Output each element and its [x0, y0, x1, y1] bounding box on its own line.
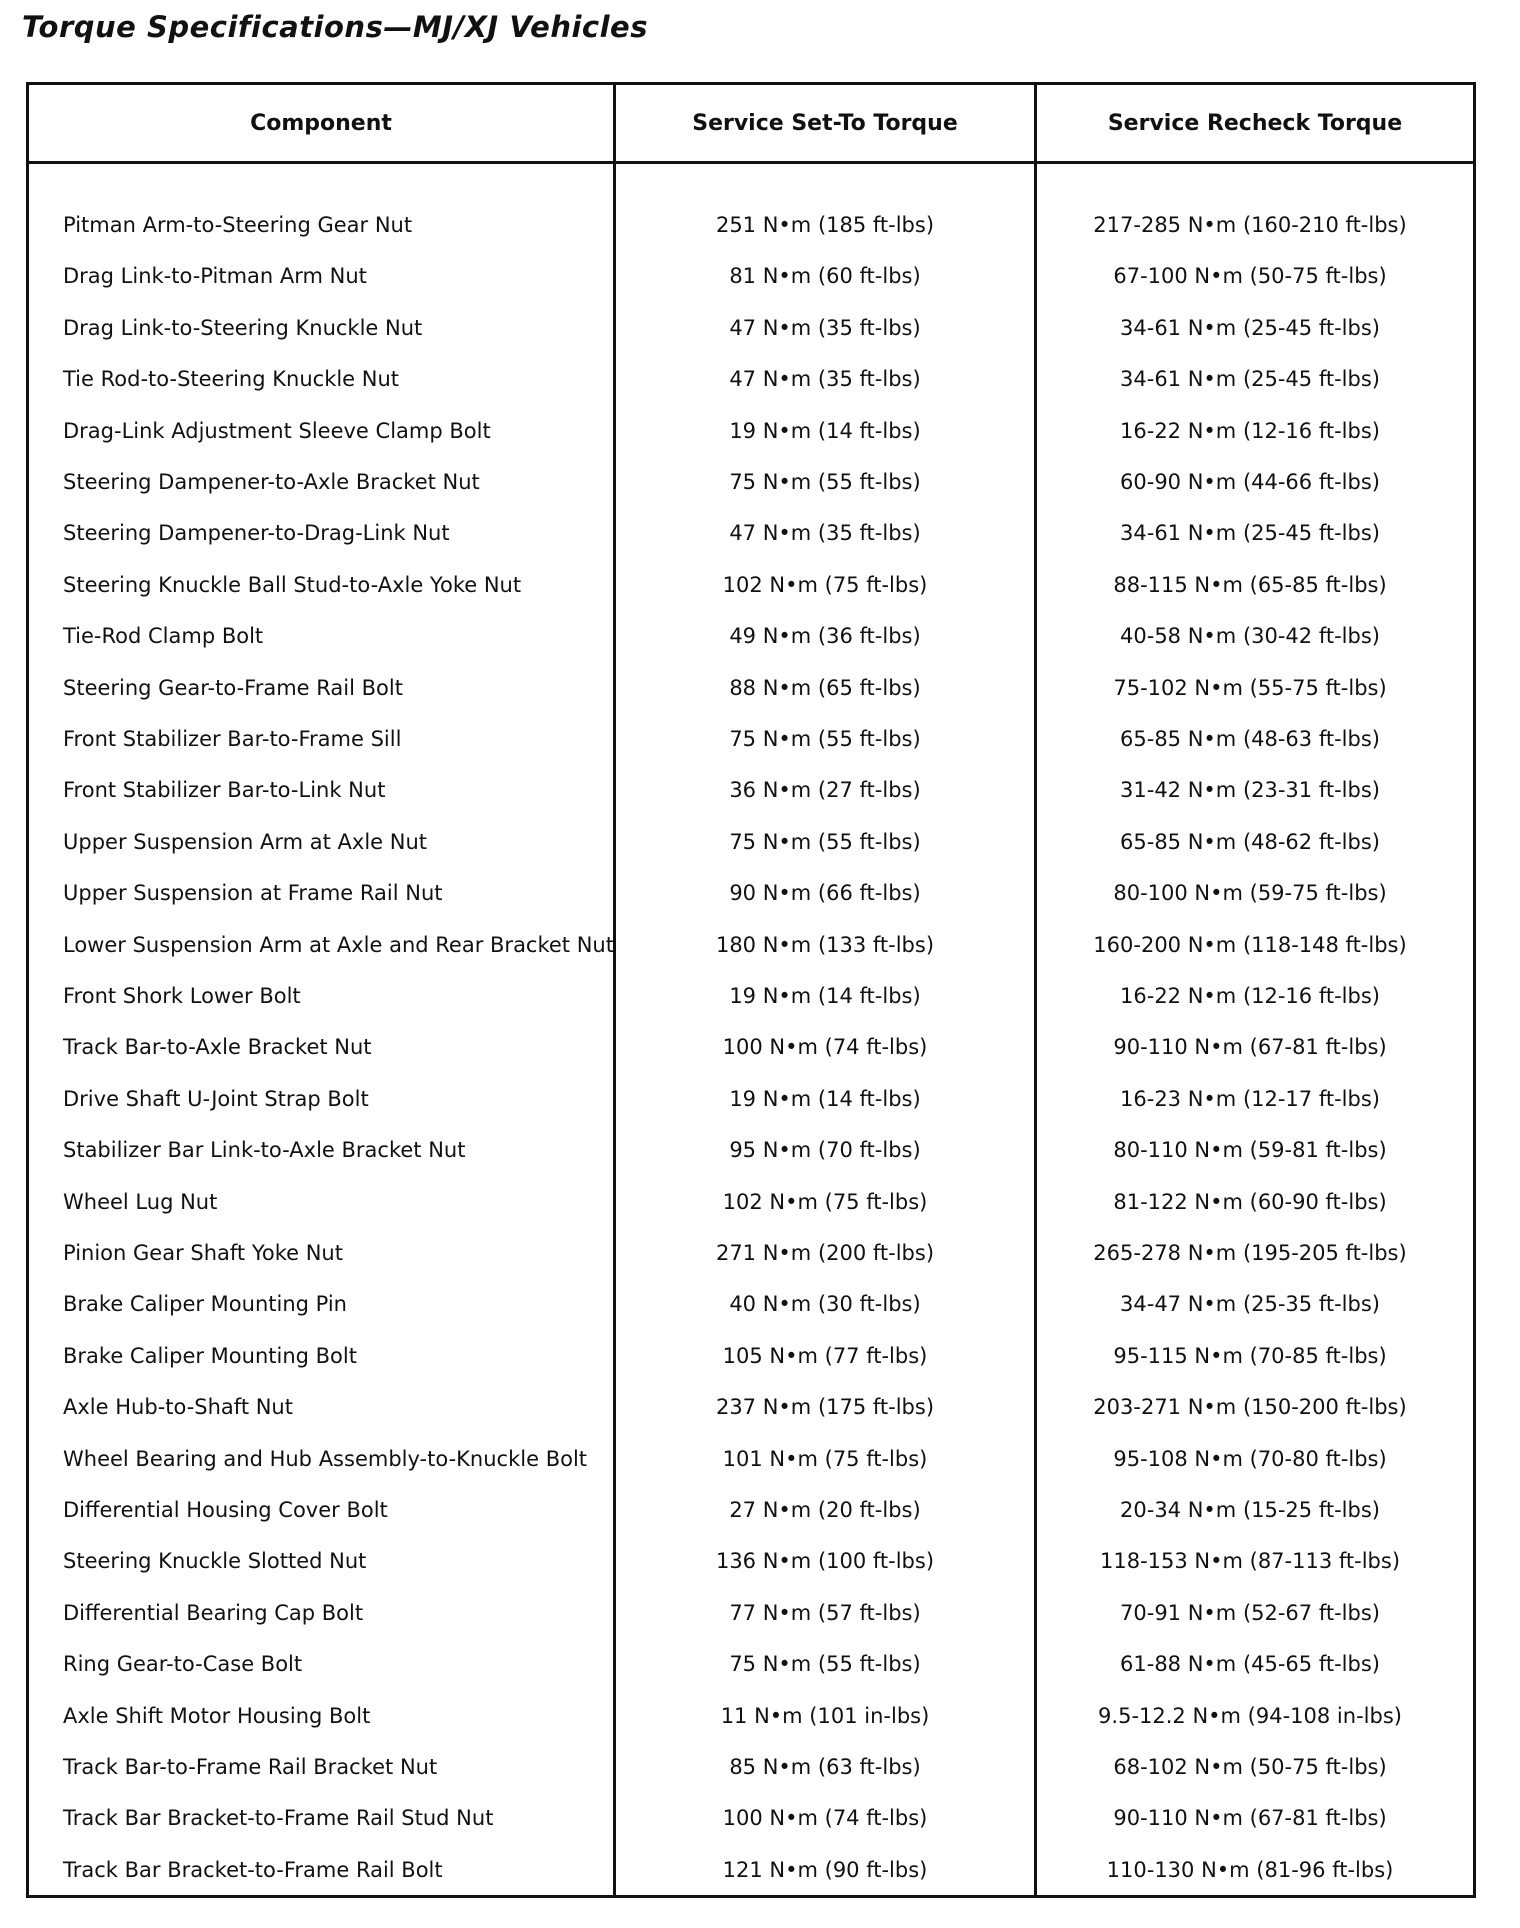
- recheck-torque-cell: 34-61 N•m (25-45 ft-lbs): [1120, 367, 1380, 392]
- set-to-torque-cell: 40 N•m (30 ft-lbs): [729, 1292, 921, 1317]
- table-row: [29, 873, 1473, 913]
- table-row: [29, 770, 1473, 810]
- set-to-torque-cell: 47 N•m (35 ft-lbs): [729, 315, 921, 340]
- table-row: [29, 616, 1473, 656]
- recheck-torque-cell: 67-100 N•m (50-75 ft-lbs): [1113, 264, 1387, 289]
- component-cell: Steering Knuckle Ball Stud-to-Axle Yoke Nut: [63, 572, 522, 597]
- component-cell: Steering Dampener-to-Drag-Link Nut: [63, 521, 450, 546]
- recheck-torque-cell: 265-278 N•m (195-205 ft-lbs): [1093, 1241, 1407, 1265]
- recheck-torque-cell: 61-88 N•m (45-65 ft-lbs): [1120, 1652, 1380, 1677]
- table-row: [29, 822, 1473, 862]
- recheck-torque-cell: 40-58 N•m (30-42 ft-lbs): [1120, 624, 1380, 649]
- component-cell: Differential Bearing Cap Bolt: [63, 1600, 364, 1625]
- set-to-torque-cell: 88 N•m (65 ft-lbs): [729, 675, 921, 700]
- table-row: [29, 1336, 1473, 1376]
- component-cell: Pinion Gear Shaft Yoke Nut: [63, 1241, 343, 1265]
- table-row: [29, 1233, 1473, 1273]
- recheck-torque-cell: 20-34 N•m (15-25 ft-lbs): [1120, 1498, 1380, 1522]
- component-cell: Lower Suspension Arm at Axle and Rear Bracket Nut: [63, 932, 614, 957]
- set-to-torque-cell: 105 N•m (77 ft-lbs): [722, 1343, 928, 1368]
- header-rule: [29, 161, 1473, 164]
- component-cell: Axle Hub-to-Shaft Nut: [63, 1395, 293, 1420]
- component-cell: Wheel Lug Nut: [63, 1189, 218, 1214]
- set-to-torque-cell: 102 N•m (75 ft-lbs): [722, 1189, 928, 1214]
- recheck-torque-cell: 16-23 N•m (12-17 ft-lbs): [1120, 1086, 1380, 1111]
- component-cell: Differential Housing Cover Bolt: [63, 1498, 388, 1522]
- table-row: [29, 411, 1473, 451]
- table-row: [29, 1747, 1473, 1787]
- set-to-torque-cell: 271 N•m (200 ft-lbs): [715, 1241, 935, 1265]
- recheck-torque-cell: 217-285 N•m (160-210 ft-lbs): [1093, 213, 1407, 237]
- table-row: [29, 719, 1473, 759]
- component-cell: Drag Link-to-Steering Knuckle Nut: [63, 315, 423, 340]
- set-to-torque-cell: 75 N•m (55 ft-lbs): [729, 829, 921, 854]
- set-to-torque-cell: 36 N•m (27 ft-lbs): [729, 778, 921, 803]
- recheck-torque-cell: 70-91 N•m (52-67 ft-lbs): [1120, 1600, 1380, 1625]
- recheck-torque-cell: 34-61 N•m (25-45 ft-lbs): [1120, 521, 1380, 546]
- header-recheck-torque: Service Recheck Torque: [1107, 110, 1403, 136]
- recheck-torque-cell: 90-110 N•m (67-81 ft-lbs): [1113, 1035, 1387, 1060]
- recheck-torque-cell: 65-85 N•m (48-62 ft-lbs): [1120, 829, 1380, 854]
- table-row: [29, 1644, 1473, 1684]
- component-cell: Ring Gear-to-Case Bolt: [63, 1652, 303, 1677]
- set-to-torque-cell: 237 N•m (175 ft-lbs): [715, 1395, 935, 1420]
- table-row: [29, 1696, 1473, 1736]
- set-to-torque-cell: 27 N•m (20 ft-lbs): [729, 1498, 921, 1522]
- recheck-torque-cell: 203-271 N•m (150-200 ft-lbs): [1093, 1395, 1407, 1420]
- component-cell: Drive Shaft U-Joint Strap Bolt: [63, 1086, 369, 1111]
- table-row: [29, 359, 1473, 399]
- recheck-torque-cell: 110-130 N•m (81-96 ft-lbs): [1106, 1857, 1394, 1882]
- torque-table: [26, 82, 1476, 1898]
- component-cell: Tie Rod-to-Steering Knuckle Nut: [63, 367, 400, 392]
- set-to-torque-cell: 136 N•m (100 ft-lbs): [715, 1549, 935, 1574]
- recheck-torque-cell: 9.5-12.2 N•m (94-108 in-lbs): [1098, 1703, 1402, 1728]
- component-cell: Stabilizer Bar Link-to-Axle Bracket Nut: [63, 1138, 466, 1163]
- component-cell: Track Bar Bracket-to-Frame Rail Stud Nut: [63, 1806, 494, 1831]
- component-cell: Front Stabilizer Bar-to-Link Nut: [63, 778, 386, 803]
- recheck-torque-cell: 81-122 N•m (60-90 ft-lbs): [1113, 1189, 1387, 1214]
- table-row: [29, 565, 1473, 605]
- component-cell: Pitman Arm-to-Steering Gear Nut: [63, 213, 413, 237]
- component-cell: Upper Suspension at Frame Rail Nut: [63, 881, 443, 906]
- set-to-torque-cell: 47 N•m (35 ft-lbs): [729, 521, 921, 546]
- set-to-torque-cell: 121 N•m (90 ft-lbs): [722, 1857, 928, 1882]
- component-cell: Upper Suspension Arm at Axle Nut: [63, 829, 428, 854]
- recheck-torque-cell: 95-108 N•m (70-80 ft-lbs): [1113, 1446, 1387, 1471]
- recheck-torque-cell: 88-115 N•m (65-85 ft-lbs): [1113, 572, 1387, 597]
- table-row: [29, 1541, 1473, 1581]
- component-cell: Drag Link-to-Pitman Arm Nut: [63, 264, 367, 289]
- header-set-to-torque: Service Set-To Torque: [692, 110, 958, 136]
- table-row: [29, 308, 1473, 348]
- component-cell: Track Bar Bracket-to-Frame Rail Bolt: [63, 1857, 443, 1882]
- set-to-torque-cell: 19 N•m (14 ft-lbs): [729, 1086, 921, 1111]
- component-cell: Front Shork Lower Bolt: [63, 984, 301, 1008]
- table-row: [29, 925, 1473, 965]
- recheck-torque-cell: 65-85 N•m (48-63 ft-lbs): [1120, 727, 1380, 751]
- set-to-torque-cell: 100 N•m (74 ft-lbs): [722, 1806, 928, 1831]
- set-to-torque-cell: 251 N•m (185 ft-lbs): [715, 213, 935, 237]
- recheck-torque-cell: 34-61 N•m (25-45 ft-lbs): [1120, 315, 1380, 340]
- table-row: [29, 1182, 1473, 1222]
- component-cell: Front Stabilizer Bar-to-Frame Sill: [63, 727, 402, 751]
- header-component: Component: [250, 110, 392, 136]
- page-title: Torque Specifications—MJ/XJ Vehicles: [22, 10, 648, 44]
- recheck-torque-cell: 31-42 N•m (23-31 ft-lbs): [1120, 778, 1380, 803]
- set-to-torque-cell: 11 N•m (101 in-lbs): [720, 1703, 930, 1728]
- set-to-torque-cell: 47 N•m (35 ft-lbs): [729, 367, 921, 392]
- set-to-torque-cell: 75 N•m (55 ft-lbs): [729, 1652, 921, 1677]
- table-row: [29, 462, 1473, 502]
- table-row: [29, 976, 1473, 1016]
- component-cell: Tie-Rod Clamp Bolt: [63, 624, 264, 649]
- recheck-torque-cell: 118-153 N•m (87-113 ft-lbs): [1099, 1549, 1401, 1574]
- component-cell: Steering Knuckle Slotted Nut: [63, 1549, 367, 1574]
- table-row: [29, 1079, 1473, 1119]
- component-cell: Drag-Link Adjustment Sleeve Clamp Bolt: [63, 418, 491, 443]
- table-row: [29, 1490, 1473, 1530]
- set-to-torque-cell: 90 N•m (66 ft-lbs): [729, 881, 921, 906]
- recheck-torque-cell: 80-100 N•m (59-75 ft-lbs): [1113, 881, 1387, 906]
- set-to-torque-cell: 19 N•m (14 ft-lbs): [729, 984, 921, 1008]
- component-cell: Track Bar-to-Frame Rail Bracket Nut: [63, 1755, 438, 1779]
- table-row: [29, 1593, 1473, 1633]
- component-cell: Steering Gear-to-Frame Rail Bolt: [63, 675, 403, 700]
- set-to-torque-cell: 95 N•m (70 ft-lbs): [729, 1138, 921, 1163]
- table-row: [29, 1387, 1473, 1427]
- set-to-torque-cell: 75 N•m (55 ft-lbs): [729, 727, 921, 751]
- table-row: [29, 1027, 1473, 1067]
- set-to-torque-cell: 85 N•m (63 ft-lbs): [729, 1755, 921, 1779]
- component-cell: Steering Dampener-to-Axle Bracket Nut: [63, 470, 480, 494]
- recheck-torque-cell: 68-102 N•m (50-75 ft-lbs): [1113, 1755, 1387, 1779]
- recheck-torque-cell: 80-110 N•m (59-81 ft-lbs): [1113, 1138, 1387, 1163]
- recheck-torque-cell: 160-200 N•m (118-148 ft-lbs): [1093, 932, 1407, 957]
- component-cell: Brake Caliper Mounting Bolt: [63, 1343, 357, 1368]
- table-row: [29, 1439, 1473, 1479]
- table-row: [29, 1850, 1473, 1890]
- recheck-torque-cell: 90-110 N•m (67-81 ft-lbs): [1113, 1806, 1387, 1831]
- table-row: [29, 1284, 1473, 1324]
- table-row: [29, 1130, 1473, 1170]
- set-to-torque-cell: 100 N•m (74 ft-lbs): [722, 1035, 928, 1060]
- recheck-torque-cell: 60-90 N•m (44-66 ft-lbs): [1120, 470, 1380, 494]
- component-cell: Track Bar-to-Axle Bracket Nut: [63, 1035, 372, 1060]
- set-to-torque-cell: 101 N•m (75 ft-lbs): [722, 1446, 928, 1471]
- component-cell: Axle Shift Motor Housing Bolt: [63, 1703, 371, 1728]
- set-to-torque-cell: 75 N•m (55 ft-lbs): [729, 470, 921, 494]
- recheck-torque-cell: 16-22 N•m (12-16 ft-lbs): [1120, 984, 1380, 1008]
- recheck-torque-cell: 16-22 N•m (12-16 ft-lbs): [1120, 418, 1380, 443]
- table-row: [29, 1798, 1473, 1838]
- table-row: [29, 513, 1473, 553]
- recheck-torque-cell: 75-102 N•m (55-75 ft-lbs): [1113, 675, 1387, 700]
- recheck-torque-cell: 95-115 N•m (70-85 ft-lbs): [1113, 1343, 1387, 1368]
- recheck-torque-cell: 34-47 N•m (25-35 ft-lbs): [1120, 1292, 1380, 1317]
- set-to-torque-cell: 77 N•m (57 ft-lbs): [729, 1600, 921, 1625]
- set-to-torque-cell: 180 N•m (133 ft-lbs): [715, 932, 935, 957]
- set-to-torque-cell: 19 N•m (14 ft-lbs): [729, 418, 921, 443]
- table-row: [29, 256, 1473, 296]
- set-to-torque-cell: 49 N•m (36 ft-lbs): [729, 624, 921, 649]
- component-cell: Wheel Bearing and Hub Assembly-to-Knuckle Bolt: [63, 1446, 588, 1471]
- table-row: [29, 668, 1473, 708]
- table-row: [29, 205, 1473, 245]
- set-to-torque-cell: 81 N•m (60 ft-lbs): [729, 264, 921, 289]
- set-to-torque-cell: 102 N•m (75 ft-lbs): [722, 572, 928, 597]
- component-cell: Brake Caliper Mounting Pin: [63, 1292, 347, 1317]
